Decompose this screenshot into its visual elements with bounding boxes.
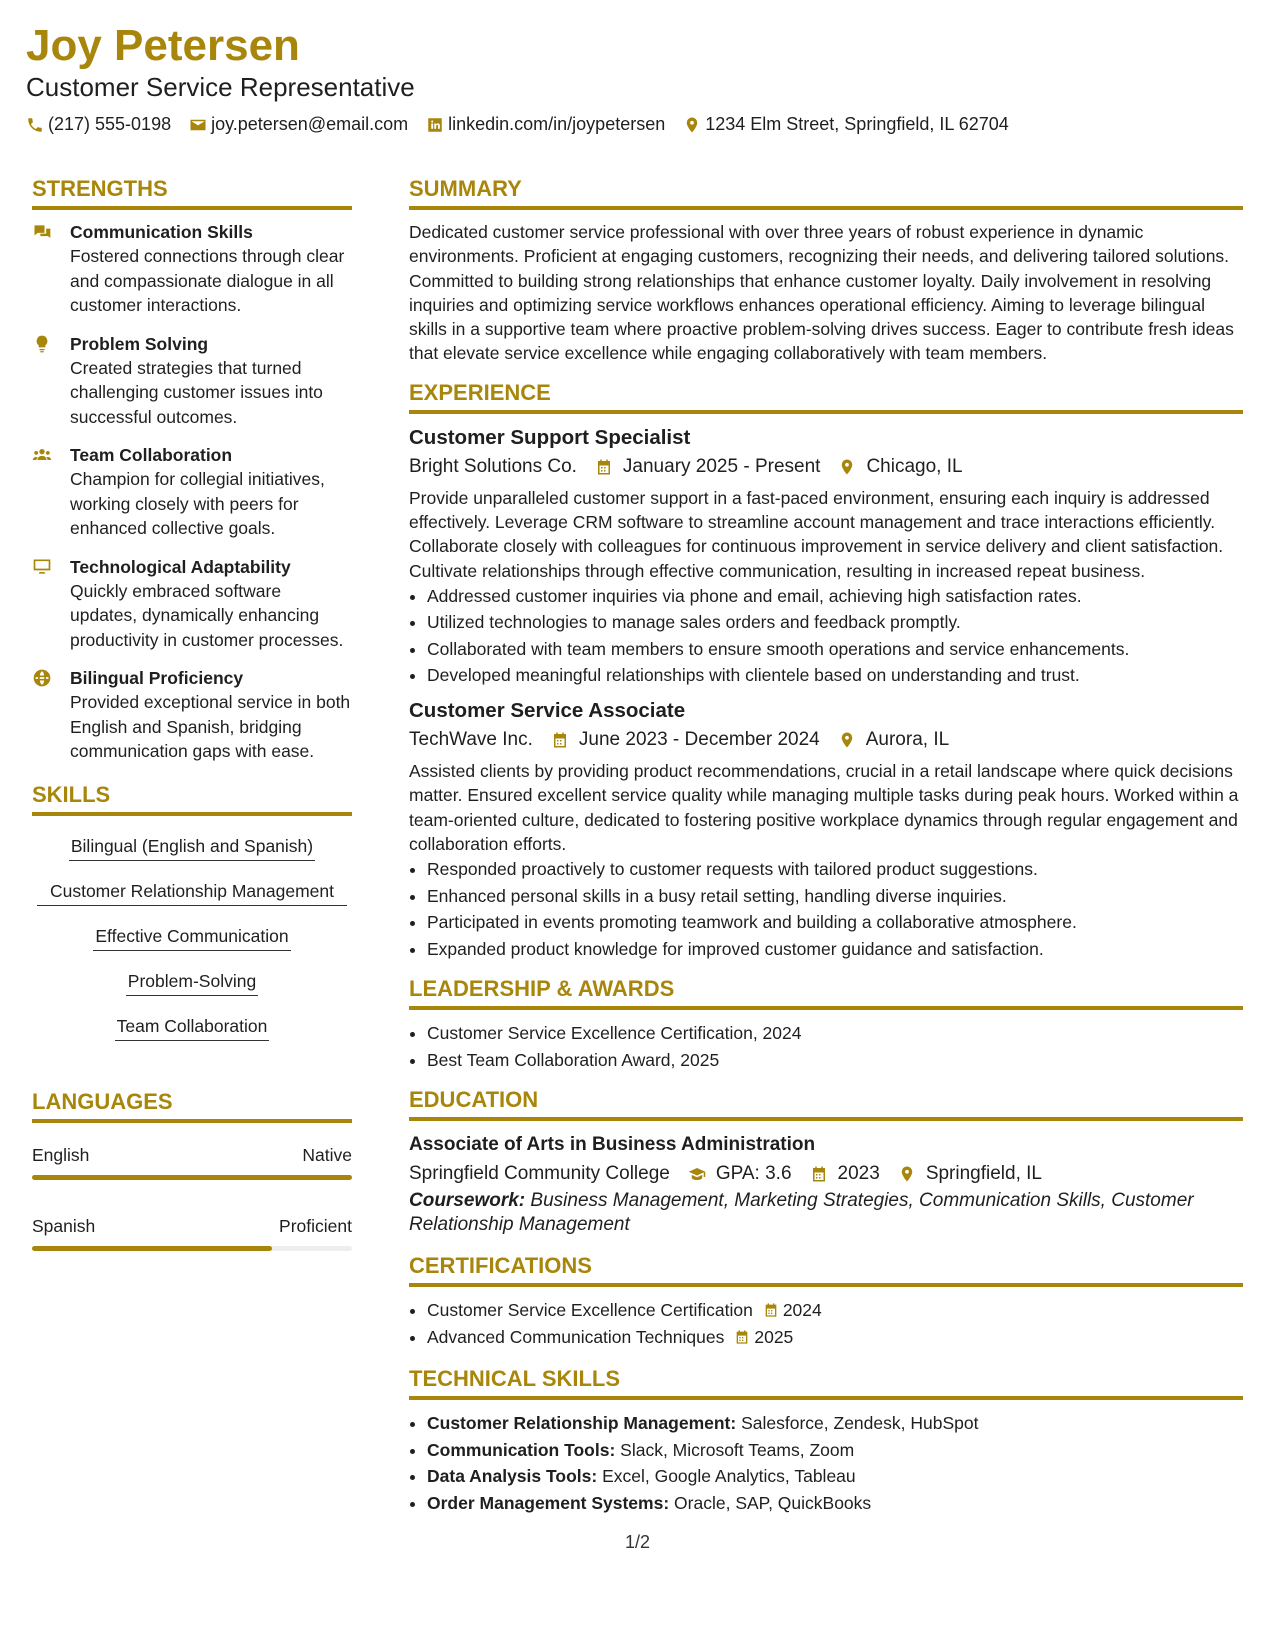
contact-phone — [26, 114, 171, 135]
contact-linkedin[interactable] — [426, 114, 665, 135]
graduation-cap-icon — [688, 1165, 706, 1183]
strength-item — [32, 443, 352, 541]
tech-skill-label: Order Management Systems: — [427, 1492, 670, 1513]
calendar-icon — [551, 731, 569, 749]
job-bullet: • Utilized technologies to manage sales orders and feedback promptly. — [427, 609, 1243, 636]
languages-heading: LANGUAGES — [32, 1089, 352, 1123]
tech-skill-item — [427, 1463, 1243, 1490]
language-bar-fill — [32, 1246, 272, 1251]
language-name: English — [32, 1144, 90, 1165]
job-dates: January 2025 - Present — [622, 455, 821, 477]
certification-item — [427, 1324, 1243, 1351]
awards-list — [409, 1020, 1243, 1073]
right-column — [409, 176, 1243, 1516]
desktop-icon — [32, 557, 52, 577]
language-name: Spanish — [32, 1215, 96, 1236]
resume-header — [26, 20, 1246, 135]
candidate-name: Joy Petersen — [26, 21, 300, 70]
globe-icon — [32, 668, 52, 688]
job-bullets — [409, 583, 1243, 689]
language-item — [32, 1143, 352, 1180]
award-item: • Customer Service Excellence Certification, 2024 — [427, 1020, 1243, 1047]
language-level: Proficient — [279, 1215, 352, 1236]
strength-desc: Provided exceptional service in both English and Spanish, bridging communication gaps with ease. — [70, 692, 351, 761]
job-description: Assisted clients by providing product recommendations, crucial in a retail landscape where quick decisions matter. Ensured excellent service quality while managing multiple tasks during peak hours. Worked within a team-oriented culture, dedicated to fostering positive workplace dynamics through regular engagement and collaboration efforts. — [409, 760, 1239, 854]
job-bullet: • Enhanced personal skills in a busy retail setting, handling diverse inquiries. — [427, 883, 1243, 910]
job-bullet: • Developed meaningful relationships with clientele based on understanding and trust. — [427, 662, 1243, 689]
skill-tag: Bilingual (English and Spanish) — [69, 834, 315, 861]
education-location: Springfield, IL — [925, 1163, 1042, 1185]
strength-desc: Quickly embraced software updates, dynamically enhancing productivity in customer processes. — [70, 580, 344, 650]
language-bar — [32, 1175, 352, 1180]
tech-skill-value: Excel, Google Analytics, Tableau — [602, 1466, 856, 1487]
envelope-icon — [189, 116, 207, 134]
degree-title: Associate of Arts in Business Administration — [409, 1134, 816, 1156]
lightbulb-icon — [32, 334, 52, 354]
technical-skills-list — [409, 1410, 1243, 1516]
certification-item — [427, 1297, 1243, 1324]
language-item — [32, 1214, 352, 1251]
job-bullets — [409, 856, 1243, 962]
job-company: TechWave Inc. — [409, 728, 533, 750]
skill-tag: Effective Communication — [93, 924, 290, 951]
strength-desc: Created strategies that turned challenging customer issues into successful outcomes. — [70, 357, 323, 427]
strength-item — [32, 666, 352, 764]
job-title: Customer Service Associate — [409, 698, 686, 722]
job-bullet: • Collaborated with team members to ensure smooth operations and service enhancements. — [427, 636, 1243, 663]
map-pin-icon — [838, 458, 856, 476]
skill-tag: Problem-Solving — [126, 969, 258, 996]
map-pin-icon — [838, 731, 856, 749]
map-pin-icon — [898, 1165, 916, 1183]
linkedin-icon — [426, 116, 444, 134]
job-dates: June 2023 - December 2024 — [578, 728, 820, 750]
tech-skill-item — [427, 1437, 1243, 1464]
candidate-title: Customer Service Representative — [26, 72, 415, 102]
summary-heading: SUMMARY — [409, 176, 1243, 210]
job-description: Provide unparalleled customer support in a fast-paced environment, ensuring each inquiry is addressed effectively. Leverage CRM software to streamline account management and trace interactions efficiently. Collaborate closely with colleagues for continuous improvement in service delivery and client satisfaction. Cultivate relationships through effective communication, resulting in increased repeat business. — [409, 487, 1224, 581]
calendar-icon — [763, 1302, 779, 1318]
job-bullet: • Expanded product knowledge for improved customer guidance and satisfaction. — [427, 936, 1243, 963]
calendar-icon — [734, 1329, 750, 1345]
job-location: Chicago, IL — [866, 455, 963, 477]
tech-skill-label: Customer Relationship Management: — [427, 1413, 737, 1434]
calendar-icon — [810, 1165, 828, 1183]
linkedin-text[interactable]: linkedin.com/in/joypetersen — [448, 114, 666, 134]
strength-item — [32, 220, 352, 318]
skill-tag: Team Collaboration — [115, 1014, 270, 1041]
skill-tag: Customer Relationship Management — [37, 879, 347, 906]
strength-title: Problem Solving — [70, 333, 209, 354]
phone-icon — [26, 116, 44, 134]
job-title: Customer Support Specialist — [409, 425, 691, 449]
coursework-label: Coursework: — [409, 1190, 526, 1212]
education-heading: EDUCATION — [409, 1087, 1243, 1121]
school-name: Springfield Community College — [409, 1163, 670, 1185]
certification-year: 2024 — [782, 1300, 822, 1321]
strength-title: Team Collaboration — [70, 445, 233, 465]
map-pin-icon — [683, 116, 701, 134]
language-level: Native — [302, 1144, 352, 1165]
awards-heading: LEADERSHIP & AWARDS — [409, 976, 1243, 1010]
tech-skill-label: Data Analysis Tools: — [427, 1466, 598, 1487]
strength-title: Technological Adaptability — [70, 556, 291, 577]
strength-item — [32, 332, 352, 430]
language-bar-fill — [32, 1175, 352, 1180]
gpa-text: GPA: 3.6 — [715, 1163, 792, 1185]
education-entry — [409, 1131, 1243, 1237]
strength-desc: Fostered connections through clear and compassionate dialogue in all customer interactions. — [70, 246, 345, 315]
strength-item — [32, 555, 352, 653]
tech-skill-item — [427, 1490, 1243, 1517]
strengths-heading: STRENGTHS — [32, 176, 352, 210]
strength-title: Bilingual Proficiency — [70, 668, 244, 688]
education-year: 2023 — [837, 1163, 880, 1185]
certification-year: 2025 — [754, 1326, 794, 1347]
tech-skill-item — [427, 1410, 1243, 1437]
job-bullet: • Participated in events promoting teamwork and building a collaborative atmosphere. — [427, 909, 1243, 936]
tech-skill-value: Slack, Microsoft Teams, Zoom — [620, 1439, 855, 1460]
phone-text: (217) 555-0198 — [48, 114, 172, 134]
certifications-list — [409, 1297, 1243, 1350]
email-text[interactable]: joy.petersen@email.com — [211, 114, 409, 134]
contact-row — [26, 114, 1246, 135]
skills-list — [32, 826, 352, 1051]
job-bullet: • Addressed customer inquiries via phone and email, achieving high satisfaction rates. — [427, 583, 1243, 610]
calendar-icon — [595, 458, 613, 476]
job-bullet: • Responded proactively to customer requests with tailored product suggestions. — [427, 856, 1243, 883]
experience-heading: EXPERIENCE — [409, 380, 1243, 414]
job-company: Bright Solutions Co. — [409, 455, 577, 477]
job-entry — [409, 697, 1243, 962]
contact-email[interactable] — [189, 114, 408, 135]
tech-skill-value: Salesforce, Zendesk, HubSpot — [741, 1413, 979, 1434]
technical-skills-heading: TECHNICAL SKILLS — [409, 1366, 1243, 1400]
skills-heading: SKILLS — [32, 782, 352, 816]
summary-text: Dedicated customer service professional with over three years of robust experience in dynamic environments. Proficient at engaging customers, recognizing their needs, and delivering tailored solutions. Committed to building strong relationships that enhance customer loyalty. Daily involvement in resolving inquiries and optimizing service workflows enhances operational efficiency. Aiming to leverage bilingual skills in a supportive team where proactive problem-solving drives success. Eager to contribute fresh ideas that elevate service excellence while engaging collaboratively with team members. — [409, 222, 1234, 364]
strength-desc: Champion for collegial initiatives, working closely with peers for enhanced collective goals. — [70, 469, 325, 538]
language-bar — [32, 1246, 352, 1251]
tech-skill-value: Oracle, SAP, QuickBooks — [674, 1492, 872, 1513]
page-number: 1/2 — [624, 1532, 651, 1552]
left-column — [32, 176, 352, 1251]
certification-name: Customer Service Excellence Certification — [427, 1300, 753, 1321]
address-text: 1234 Elm Street, Springfield, IL 62704 — [705, 114, 1009, 134]
certification-name: Advanced Communication Techniques — [427, 1326, 725, 1347]
job-entry — [409, 424, 1243, 689]
award-item: • Best Team Collaboration Award, 2025 — [427, 1047, 1243, 1074]
chat-bubbles-icon — [32, 222, 52, 242]
tech-skill-label: Communication Tools: — [427, 1439, 616, 1460]
job-location: Aurora, IL — [865, 728, 950, 750]
contact-address — [683, 114, 1009, 135]
certifications-heading: CERTIFICATIONS — [409, 1253, 1243, 1287]
users-icon — [32, 445, 52, 465]
strength-title: Communication Skills — [70, 222, 253, 242]
coursework-text: Business Management, Marketing Strategies, Communication Skills, Customer Relationship Management — [409, 1190, 1194, 1236]
